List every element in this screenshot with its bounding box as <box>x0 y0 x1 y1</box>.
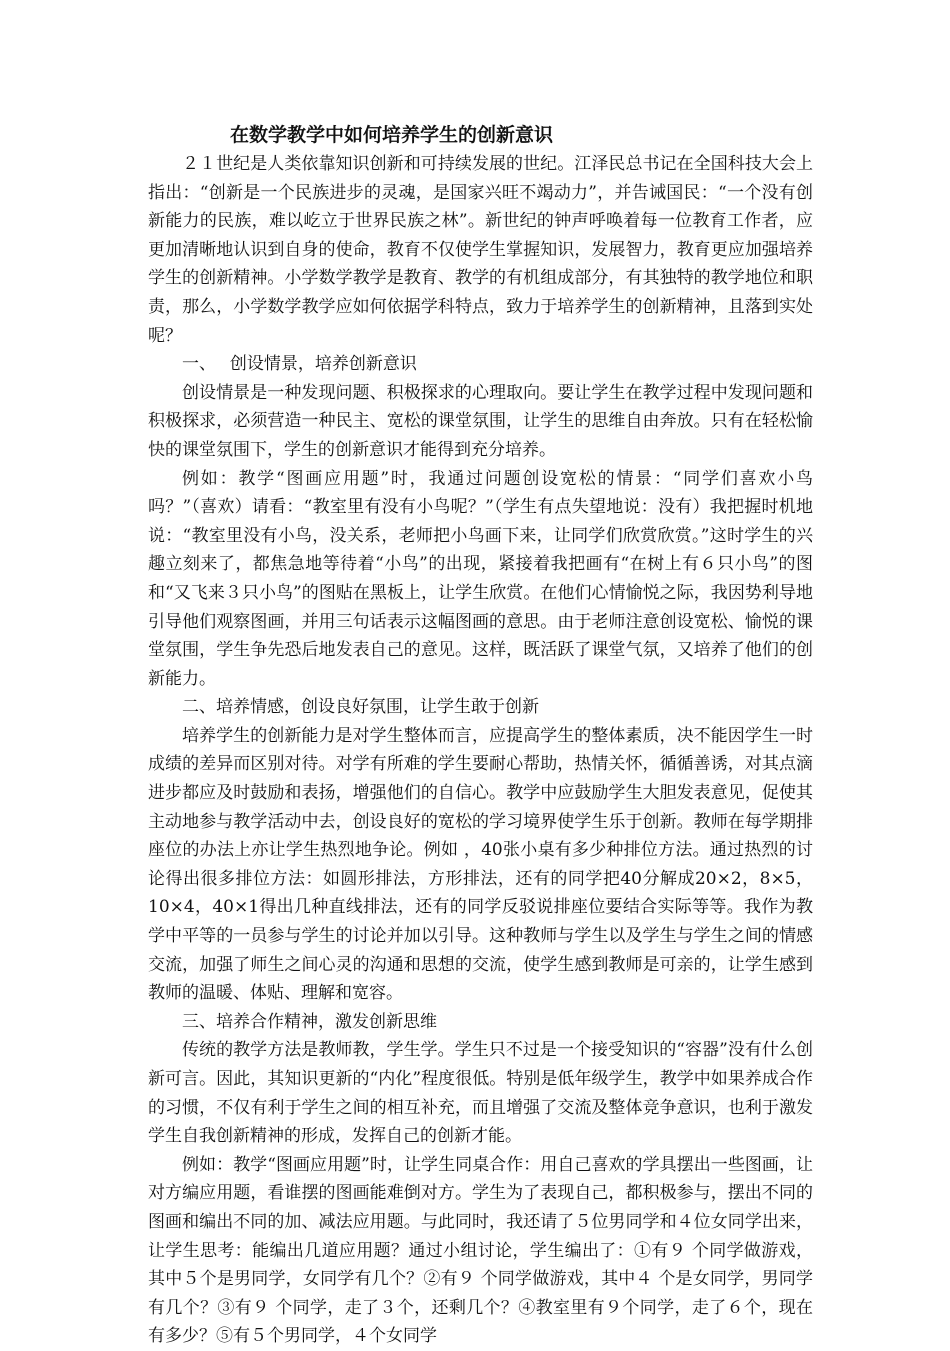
paragraph: 创设情景是一种发现问题、积极探求的心理取向。要让学生在教学过程中发现问题和积极探求，必须营造一种民主、宽松的课堂氛围，让学生的思维自由奔放。只有在轻松愉快的课堂氛围下，学生的创新意识才能得到充分培养。 <box>148 382 813 460</box>
paragraph-intro: ２１世纪是人类依靠知识创新和可持续发展的世纪。江泽民总书记在全国科技大会上指出：“创新是一个民族进步的灵魂，是国家兴旺不竭动力”，并告诫国民：“一个没有创新能力的民族，难以屹立于世界民族之林”。新世纪的钟声呼唤着每一位教育工作者，应更加清晰地认识到自身的使命，教育不仅使学生掌握知识，发展智力，教育更应加强培养学生的创新精神。小学数学教学是教育、教学的有机组成部分，有其独特的教学地位和职责，那么，小学数学教学应如何依据学科特点，致力于培养学生的创新精神，且落到实处呢？ <box>148 154 813 346</box>
document-title: 在数学教学中如何培养学生的创新意识 <box>230 124 554 146</box>
paragraph: 培养学生的创新能力是对学生整体而言，应提高学生的整体素质，决不能因学生一时成绩的差异而区别对待。对学有所难的学生要耐心帮助，热情关怀，循循善诱，对其点滴进步都应及时鼓励和表扬，增强他们的自信心。教学中应鼓励学生大胆发表意见，促使其主动地参与教学活动中去，创设良好的宽松的学习境界使学生乐于创新。教师在每学期排座位的办法上亦让学生热烈地争论。例如 ，40张小桌有多少种排位方法。通过热烈的讨论得出很多排位方法：如圆形排法，方形排法，还有的同学把40分解成20×2，8×5，10×4，40×1得出几种直线排法，还有的同学反驳说排座位要结合实际等等。我作为教学中平等的一员参与学生的讨论并加以引导。这种教师与学生以及学生与学生之间的情感交流，加强了师生之间心灵的沟通和思想的交流，使学生感到教师是可亲的，让学生感到教师的温暖、体贴、理解和宽容。 <box>148 725 813 1004</box>
document-body <box>148 150 813 1351</box>
paragraph: 例如：教学“图画应用题”时，我通过问题创设宽松的情景：“同学们喜欢小鸟吗？”（喜欢）请看：“教室里有没有小鸟呢？”（学生有点失望地说：没有）我把握时机地说：“教室里没有小鸟，没关系，老师把小鸟画下来，让同学们欣赏欣赏。”这时学生的兴趣立刻来了，都焦急地等待着“小鸟”的出现，紧接着我把画有“在树上有６只小鸟”的图和“又飞来３只小鸟”的图贴在黑板上，让学生欣赏。在他们心情愉悦之际，我因势利导地引导他们观察图画，并用三句话表示这幅图画的意思。由于老师注意创设宽松、愉悦的课堂氛围，学生争先恐后地发表自己的意见。这样，既活跃了课堂气氛，又培养了他们的创新能力。 <box>148 468 813 689</box>
section-heading-1: 一、 创设情景，培养创新意识 <box>182 354 417 375</box>
section-heading-2: 二、培养情感，创设良好氛围，让学生敢于创新 <box>182 697 539 718</box>
paragraph: 例如：教学“图画应用题”时，让学生同桌合作：用自己喜欢的学具摆出一些图画，让对方编应用题，看谁摆的图画能难倒对方。学生为了表现自己，都积极参与，摆出不同的图画和编出不同的加、减法应用题。与此同时，我还请了５位男同学和４位女同学出来，让学生思考：能编出几道应用题？通过小组讨论，学生编出了：①有９ 个同学做游戏，其中５个是男同学，女同学有几个？②有９ 个同学做游戏，其中４ 个是女同学，男同学有几个？③有９ 个同学，走了３个，还剩几个？④教室里有９个同学，走了６个，现在有多少？⑤有５个男同学，４个女同学 <box>148 1154 813 1347</box>
paragraph: 传统的教学方法是教师教，学生学。学生只不过是一个接受知识的“容器”没有什么创新可言。因此，其知识更新的“内化”程度很低。特别是低年级学生，教学中如果养成合作的习惯，不仅有利于学生之间的相互补充，而且增强了交流及整体竞争意识，也利于激发学生自我创新精神的形成，发挥自己的创新才能。 <box>148 1040 813 1147</box>
section-heading-3: 三、培养合作精神，激发创新思维 <box>182 1011 437 1032</box>
